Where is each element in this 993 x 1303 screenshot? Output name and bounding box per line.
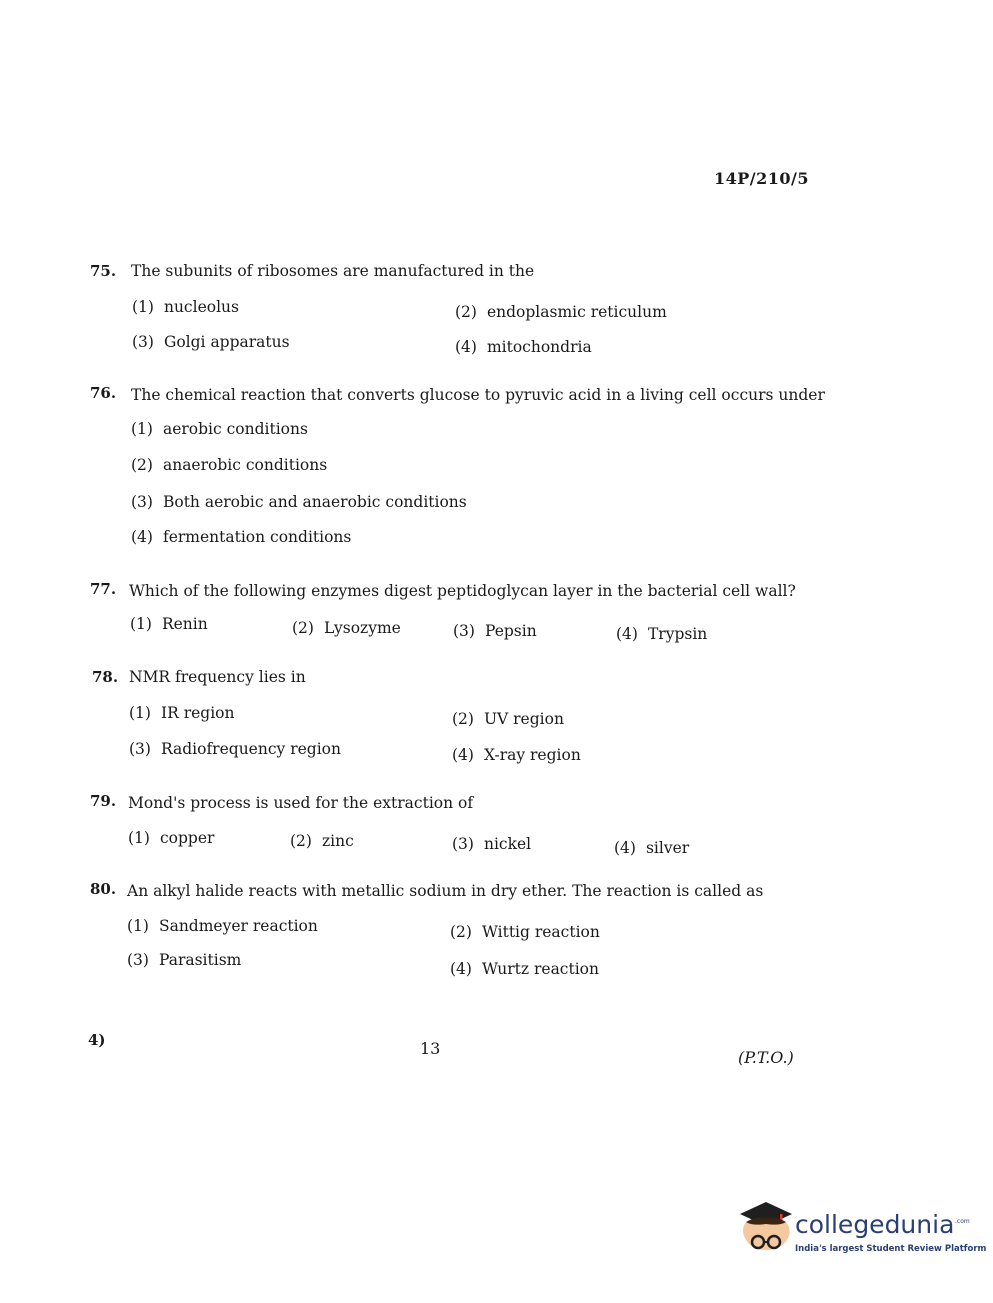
option: [128, 829, 214, 847]
option: [292, 619, 401, 637]
question-text: An alkyl halide reacts with metallic sodium in dry ether. The reaction is called as: [127, 882, 764, 900]
option: [131, 456, 327, 474]
option: [130, 615, 208, 633]
option: [455, 338, 592, 356]
option-number: (2): [452, 710, 474, 728]
option-number: (4): [614, 839, 636, 857]
option: [132, 298, 239, 316]
option-number: (3): [131, 493, 153, 511]
question-text: Which of the following enzymes digest peptidoglycan layer in the bacterial cell wall?: [129, 582, 796, 600]
pto-label: (P.T.O.): [738, 1048, 794, 1067]
option-text: nickel: [483, 835, 532, 853]
question-number: 76.: [90, 384, 117, 402]
watermark-brand: collegedunia: [795, 1210, 955, 1239]
option-text: zinc: [321, 832, 354, 850]
option: [131, 493, 467, 511]
option-text: copper: [159, 829, 215, 847]
option-text: silver: [645, 839, 690, 857]
option-text: Pepsin: [484, 622, 537, 640]
option-text: anaerobic conditions: [162, 456, 328, 474]
option: [450, 960, 599, 978]
option: [127, 917, 318, 935]
option: [452, 710, 564, 728]
option-text: X-ray region: [483, 746, 581, 764]
option-number: (3): [127, 951, 149, 969]
option: [450, 923, 600, 941]
option: [127, 951, 241, 969]
question-text: The subunits of ribosomes are manufactured in the: [131, 262, 535, 280]
option-number: (4): [450, 960, 472, 978]
option: [452, 746, 581, 764]
option: [132, 333, 290, 351]
option-text: Golgi apparatus: [163, 333, 290, 351]
option-text: Wittig reaction: [481, 923, 600, 941]
option-number: (4): [616, 625, 638, 643]
option-text: Radiofrequency region: [160, 740, 341, 758]
option: [131, 528, 351, 546]
option-text: nucleolus: [163, 298, 239, 316]
option: [290, 832, 354, 850]
option-number: (1): [128, 829, 150, 847]
option-number: (3): [453, 622, 475, 640]
question-number: 79.: [90, 792, 117, 810]
option-number: (1): [129, 704, 151, 722]
option-text: Sandmeyer reaction: [158, 917, 318, 935]
option-number: (2): [455, 303, 477, 321]
option-number: (4): [452, 746, 474, 764]
footer-mark: 4): [88, 1031, 106, 1049]
option-number: (1): [127, 917, 149, 935]
option: [131, 420, 308, 438]
option-text: Both aerobic and anaerobic conditions: [162, 493, 467, 511]
watermark-tagline: India's largest Student Review Platform: [795, 1244, 987, 1254]
option: [129, 740, 341, 758]
question-number: 78.: [92, 668, 119, 686]
option: [616, 625, 707, 643]
option-number: (4): [131, 528, 153, 546]
option: [453, 622, 537, 640]
option-number: (1): [131, 420, 153, 438]
question-number: 75.: [90, 262, 117, 280]
option-number: (2): [131, 456, 153, 474]
paper-code: 14P/210/5: [714, 169, 810, 188]
option-number: (1): [132, 298, 154, 316]
option-text: Renin: [161, 615, 208, 633]
option-text: Trypsin: [647, 625, 708, 643]
option-text: aerobic conditions: [162, 420, 308, 438]
option-number: (2): [292, 619, 314, 637]
option: [452, 835, 531, 853]
option-number: (3): [129, 740, 151, 758]
question-text: The chemical reaction that converts glucose to pyruvic acid in a living cell occurs under: [131, 386, 825, 404]
option: [455, 303, 667, 321]
option-text: UV region: [483, 710, 564, 728]
option-text: Lysozyme: [323, 619, 401, 637]
option-number: (1): [130, 615, 152, 633]
option-number: (3): [132, 333, 154, 351]
question-number: 80.: [90, 880, 117, 898]
option-text: IR region: [160, 704, 235, 722]
question-text: NMR frequency lies in: [129, 668, 306, 686]
option-text: endoplasmic reticulum: [486, 303, 667, 321]
question-number: 77.: [90, 580, 117, 598]
option-number: (3): [452, 835, 474, 853]
option-number: (2): [290, 832, 312, 850]
option: [129, 704, 234, 722]
page-number: 13: [420, 1039, 441, 1058]
option-text: mitochondria: [486, 338, 592, 356]
option-text: fermentation conditions: [162, 528, 352, 546]
watermark-suffix: .com: [955, 1218, 970, 1225]
option-text: Wurtz reaction: [481, 960, 599, 978]
option-text: Parasitism: [158, 951, 242, 969]
option: [614, 839, 689, 857]
option-number: (4): [455, 338, 477, 356]
option-number: (2): [450, 923, 472, 941]
question-text: Mond's process is used for the extraction of: [128, 794, 474, 812]
